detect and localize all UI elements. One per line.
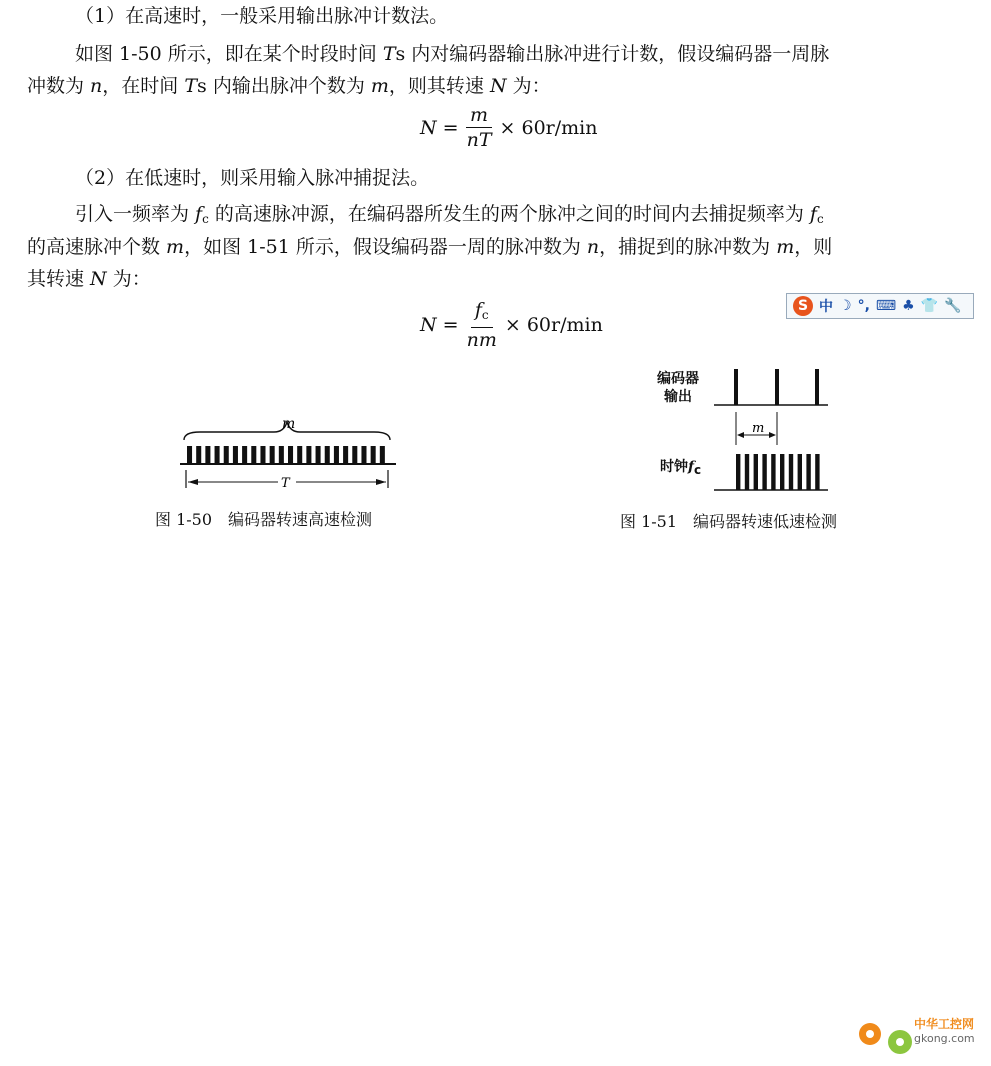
paragraph-high-speed-line-2: [27, 74, 551, 98]
pulse: [260, 446, 265, 464]
label-T: T: [281, 476, 290, 491]
ime-moon-icon[interactable]: ☽: [839, 298, 852, 314]
paragraph-low-speed-line-1: [75, 202, 824, 231]
formula-fraction: [463, 103, 496, 152]
figure-1-51-caption: 图 1-51 编码器转速低速检测: [620, 512, 838, 531]
clock-pulse: [745, 454, 749, 490]
pulse: [297, 446, 302, 464]
pulse: [325, 446, 330, 464]
clock-pulse: [798, 454, 802, 490]
pulse: [343, 446, 348, 464]
text: 的高速脉冲个数: [27, 236, 167, 258]
pulse: [270, 446, 275, 464]
encoder-pulse: [815, 369, 819, 405]
label-clock: 时钟fc: [660, 459, 702, 477]
paragraph-low-speed-heading: [75, 166, 429, 190]
text: （2）在低速时，则采用输入脉冲捕捉法。: [75, 167, 430, 189]
clock-pulse: [762, 454, 766, 490]
clock-pulse: [815, 454, 819, 490]
clock-pulse: [754, 454, 758, 490]
clock-pulse: [789, 454, 793, 490]
pulse: [215, 446, 220, 464]
formula-rhs: × 60r/min: [504, 314, 603, 336]
pulse: [361, 446, 366, 464]
formula-denominator: nT: [466, 129, 492, 151]
ime-toolbar[interactable]: [786, 293, 974, 319]
var-m: m: [370, 75, 389, 97]
ime-punctuation-icon[interactable]: °,: [857, 298, 870, 314]
var-T: T: [184, 75, 198, 97]
ime-user-icon[interactable]: ♣: [902, 298, 915, 314]
text: 为：: [506, 75, 551, 97]
pulse: [205, 446, 210, 464]
subscript: c: [202, 212, 209, 226]
var-f: f: [809, 203, 817, 225]
formula-denominator: nm: [466, 329, 497, 351]
pulse: [306, 446, 311, 464]
watermark-url: gkong.com: [914, 1032, 975, 1045]
label-encoder-line1: 编码器: [657, 371, 699, 387]
pulse: [196, 446, 201, 464]
pulse: [251, 446, 256, 464]
formula-fraction: [463, 298, 501, 352]
encoder-pulse: [775, 369, 779, 405]
arrowhead-left: [188, 479, 198, 485]
var-N: N: [489, 75, 507, 97]
arrowhead-right: [376, 479, 386, 485]
text: （1）在高速时，一般采用输出脉冲计数法。: [75, 5, 449, 27]
ime-chinese-mode-button[interactable]: 中: [819, 299, 833, 315]
subscript: c: [816, 212, 824, 226]
label-encoder-line2: 输出: [664, 389, 692, 405]
pulse: [187, 446, 192, 464]
pulse: [242, 446, 247, 464]
clock-pulse: [771, 454, 775, 490]
text: ，如图 1-51 所示，假设编码器一周的脉冲数为: [184, 236, 587, 258]
ime-skin-icon[interactable]: 👕: [920, 298, 939, 314]
arrowhead-left: [737, 432, 744, 438]
paragraph-low-speed-line-2: [27, 235, 832, 259]
text: ，在时间: [102, 75, 185, 97]
pulse: [224, 446, 229, 464]
clock-pulse: [806, 454, 810, 490]
pulse: [334, 446, 339, 464]
encoder-pulse-train: [714, 369, 828, 405]
pulse: [288, 446, 293, 464]
var-n: n: [586, 236, 600, 258]
pulse: [316, 446, 321, 464]
text: ，则: [794, 236, 833, 258]
clock-pulse: [780, 454, 784, 490]
text: ，则其转速: [388, 75, 490, 97]
text: s 内输出脉冲个数为: [197, 75, 371, 97]
label-m: m: [752, 421, 765, 436]
watermark-title: 中华工控网: [914, 1017, 975, 1031]
text: 的高速脉冲源，在编码器所发生的两个脉冲之间的时间内去捕捉频率为: [208, 203, 810, 225]
var-m: m: [776, 236, 795, 258]
ime-tools-icon[interactable]: 🔧: [944, 298, 962, 314]
figure-1-51-diagram: [712, 365, 832, 495]
formula-rhs: × 60r/min: [499, 116, 598, 139]
text: s 内对编码器输出脉冲进行计数，假设编码器一周脉: [395, 43, 830, 65]
encoder-pulse: [734, 369, 738, 405]
formula-lhs: N =: [420, 314, 459, 336]
text: 如图 1-50 所示，即在某个时段时间: [75, 43, 383, 65]
formula-numerator: $f_c$: [471, 298, 493, 328]
text: 冲数为: [27, 75, 91, 97]
text: ，捕捉到的脉冲数为: [599, 236, 777, 258]
clock-pulse-train: [714, 454, 828, 490]
formula-high-speed: [420, 103, 597, 152]
sogou-logo-icon[interactable]: S: [793, 296, 813, 316]
label-m: m: [282, 416, 296, 432]
ime-keyboard-icon[interactable]: ⌨: [875, 298, 897, 314]
var-f: f: [195, 203, 203, 225]
var-N: N: [90, 268, 107, 290]
arrowhead-right: [769, 432, 776, 438]
figure-1-50-caption: 图 1-50 编码器转速高速检测: [155, 510, 373, 529]
figure-1-50-diagram: [170, 408, 410, 498]
pulse: [279, 446, 284, 464]
var-T: T: [382, 43, 396, 65]
text: 引入一频率为: [75, 203, 196, 225]
gkong-watermark: [856, 1008, 986, 1060]
pulse: [352, 446, 357, 464]
var-n: n: [90, 75, 103, 97]
var-m: m: [166, 236, 185, 258]
pulse: [380, 446, 385, 464]
formula-low-speed: [420, 298, 603, 352]
clock-pulse: [736, 454, 740, 490]
label-encoder-output: [657, 370, 699, 406]
text: 为：: [106, 268, 151, 290]
paragraph-low-speed-line-3: [27, 267, 151, 291]
pulse: [233, 446, 238, 464]
formula-numerator: m: [466, 103, 492, 128]
text: 其转速: [27, 268, 91, 290]
paragraph-high-speed-heading: [75, 4, 448, 28]
formula-lhs: N =: [420, 116, 459, 139]
pulse-train: [187, 446, 385, 464]
paragraph-high-speed-line-1: [75, 42, 829, 66]
pulse: [371, 446, 376, 464]
